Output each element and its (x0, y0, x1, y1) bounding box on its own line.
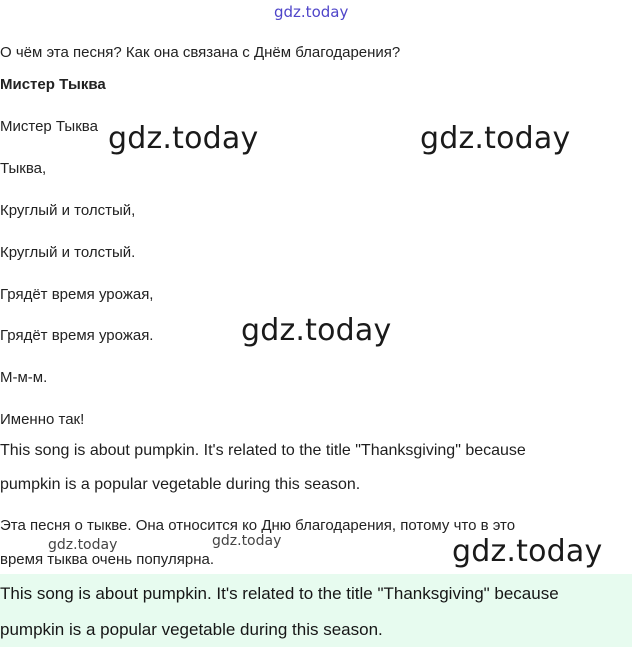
watermark-top: gdz.today (274, 3, 349, 21)
highlight-line: This song is about pumpkin. It's related to the title "Thanksgiving" because (0, 584, 559, 603)
answer-en-line: pumpkin is a popular vegetable during this season. (0, 476, 361, 493)
watermark: gdz.today (452, 534, 603, 569)
watermark: gdz.today (212, 533, 282, 549)
lyric-line: М-м-м. (0, 369, 48, 386)
highlight-line: pumpkin is a popular vegetable during this season. (0, 620, 383, 639)
lyric-line: Круглый и толстый. (0, 244, 136, 261)
answer-ru-line: Эта песня о тыкве. Она относится ко Дню благодарения, потому что в это (0, 517, 516, 534)
watermark: gdz.today (108, 121, 259, 156)
lyric-line: Мистер Тыква (0, 118, 98, 135)
lyric-line: Грядёт время урожая. (0, 327, 154, 344)
watermark: gdz.today (420, 121, 571, 156)
lyric-line: Именно так! (0, 411, 85, 428)
lyric-line: Грядёт время урожая, (0, 286, 154, 303)
question-text: О чём эта песня? Как она связана с Днём благодарения? (0, 44, 401, 61)
song-title: Мистер Тыква (0, 76, 106, 93)
answer-ru-line: время тыква очень популярна. (0, 551, 214, 568)
lyric-line: Тыква, (0, 160, 47, 177)
answer-en-line: This song is about pumpkin. It's related to the title "Thanksgiving" because (0, 442, 526, 459)
watermark: gdz.today (48, 537, 118, 553)
watermark: gdz.today (241, 313, 392, 348)
lyric-line: Круглый и толстый, (0, 202, 136, 219)
